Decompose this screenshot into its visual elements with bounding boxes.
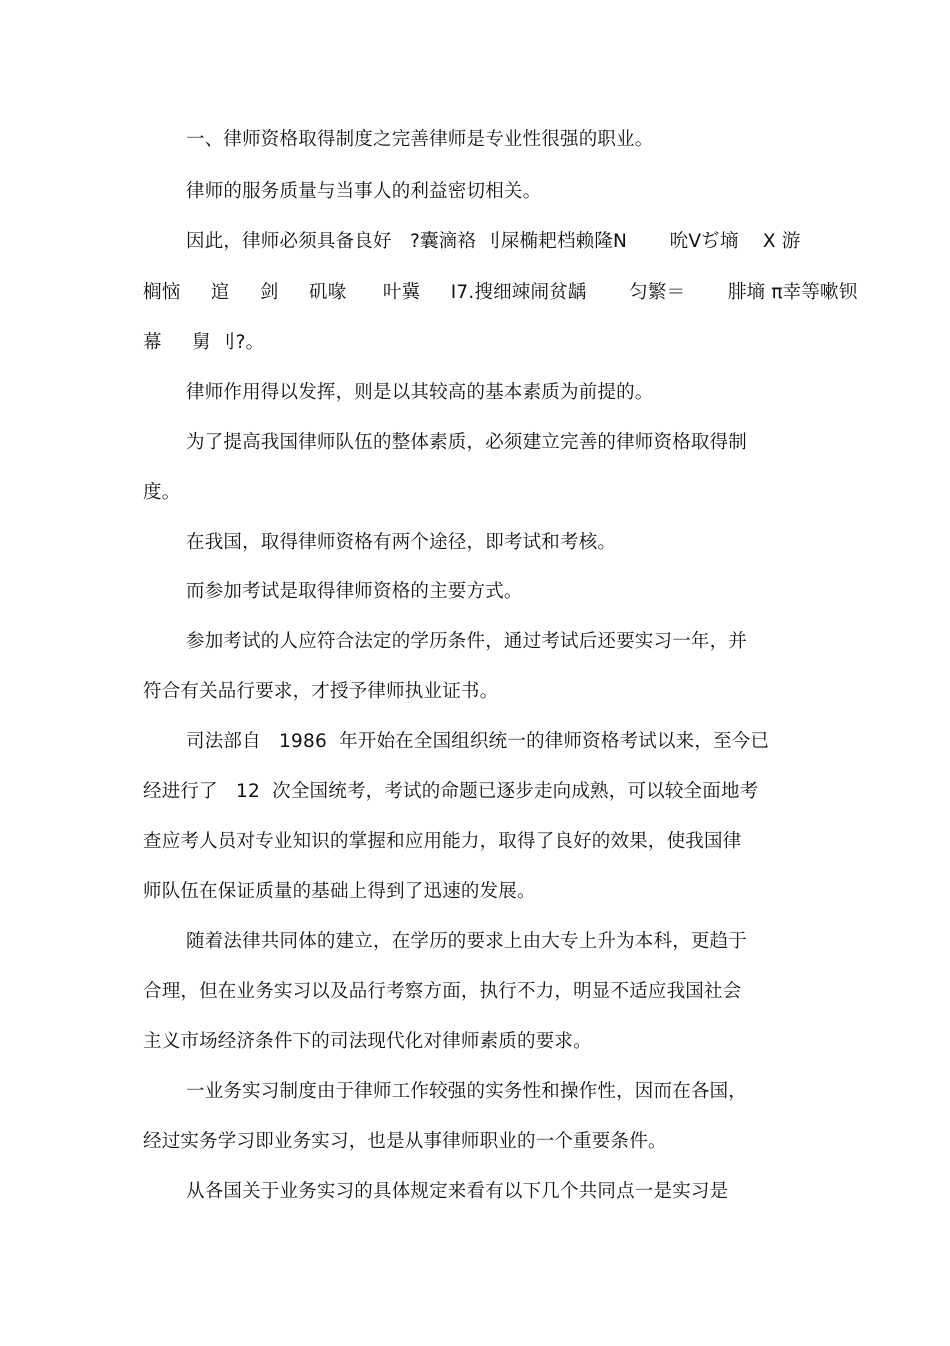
text-line: 幕 舅 刂?。 (143, 332, 265, 353)
text-line: 律师的服务质量与当事人的利益密切相关。 (186, 181, 542, 202)
text-line: 司法部自 1986 年开始在全国组织统一的律师资格考试以来，至今已 (186, 731, 770, 752)
text-line: 经进行了 12 次全国统考，考试的命题已逐步走向成熟，可以较全面地考 (143, 781, 759, 802)
text-line: 师队伍在保证质量的基础上得到了迅速的发展。 (143, 881, 536, 902)
text-line: 合理，但在业务实习以及品行考察方面，执行不力，明显不适应我国社会 (143, 981, 742, 1002)
text-line: 榈恼 逭 剑 矶喙 叶冀 I7.搜细竦闹贫龋 匀繁＝ 腓墒 π幸等嗽钡 (143, 282, 858, 303)
text-line: 因此，律师必须具备良好 ?囊滴袼 刂屎椭耙档赖隆N 吮Vぢ墒 X 游 (186, 231, 801, 252)
text-line: 为了提高我国律师队伍的整体素质，必须建立完善的律师资格取得制 (186, 432, 748, 453)
text-line: 查应考人员对专业知识的掌握和应用能力，取得了良好的效果，使我国律 (143, 831, 742, 852)
text-line: 一业务实习制度由于律师工作较强的实务性和操作性，因而在各国， (186, 1081, 748, 1102)
text-line: 一、律师资格取得制度之完善律师是专业性很强的职业。 (186, 129, 654, 150)
text-line: 主义市场经济条件下的司法现代化对律师素质的要求。 (143, 1031, 592, 1052)
text-line: 律师作用得以发挥，则是以其较高的基本素质为前提的。 (186, 382, 654, 403)
text-line: 符合有关品行要求，才授予律师执业证书。 (143, 681, 499, 702)
text-line: 参加考试的人应符合法定的学历条件，通过考试后还要实习一年，并 (186, 631, 748, 652)
text-line: 度。 (143, 482, 181, 503)
text-line: 在我国，取得律师资格有两个途径，即考试和考核。 (186, 532, 617, 553)
text-line: 随着法律共同体的建立，在学历的要求上由大专上升为本科，更趋于 (186, 931, 748, 952)
text-line: 而参加考试是取得律师资格的主要方式。 (186, 581, 523, 602)
text-line: 经过实务学习即业务实习，也是从事律师职业的一个重要条件。 (143, 1131, 667, 1152)
text-line: 从各国关于业务实习的具体规定来看有以下几个共同点一是实习是 (186, 1181, 729, 1202)
